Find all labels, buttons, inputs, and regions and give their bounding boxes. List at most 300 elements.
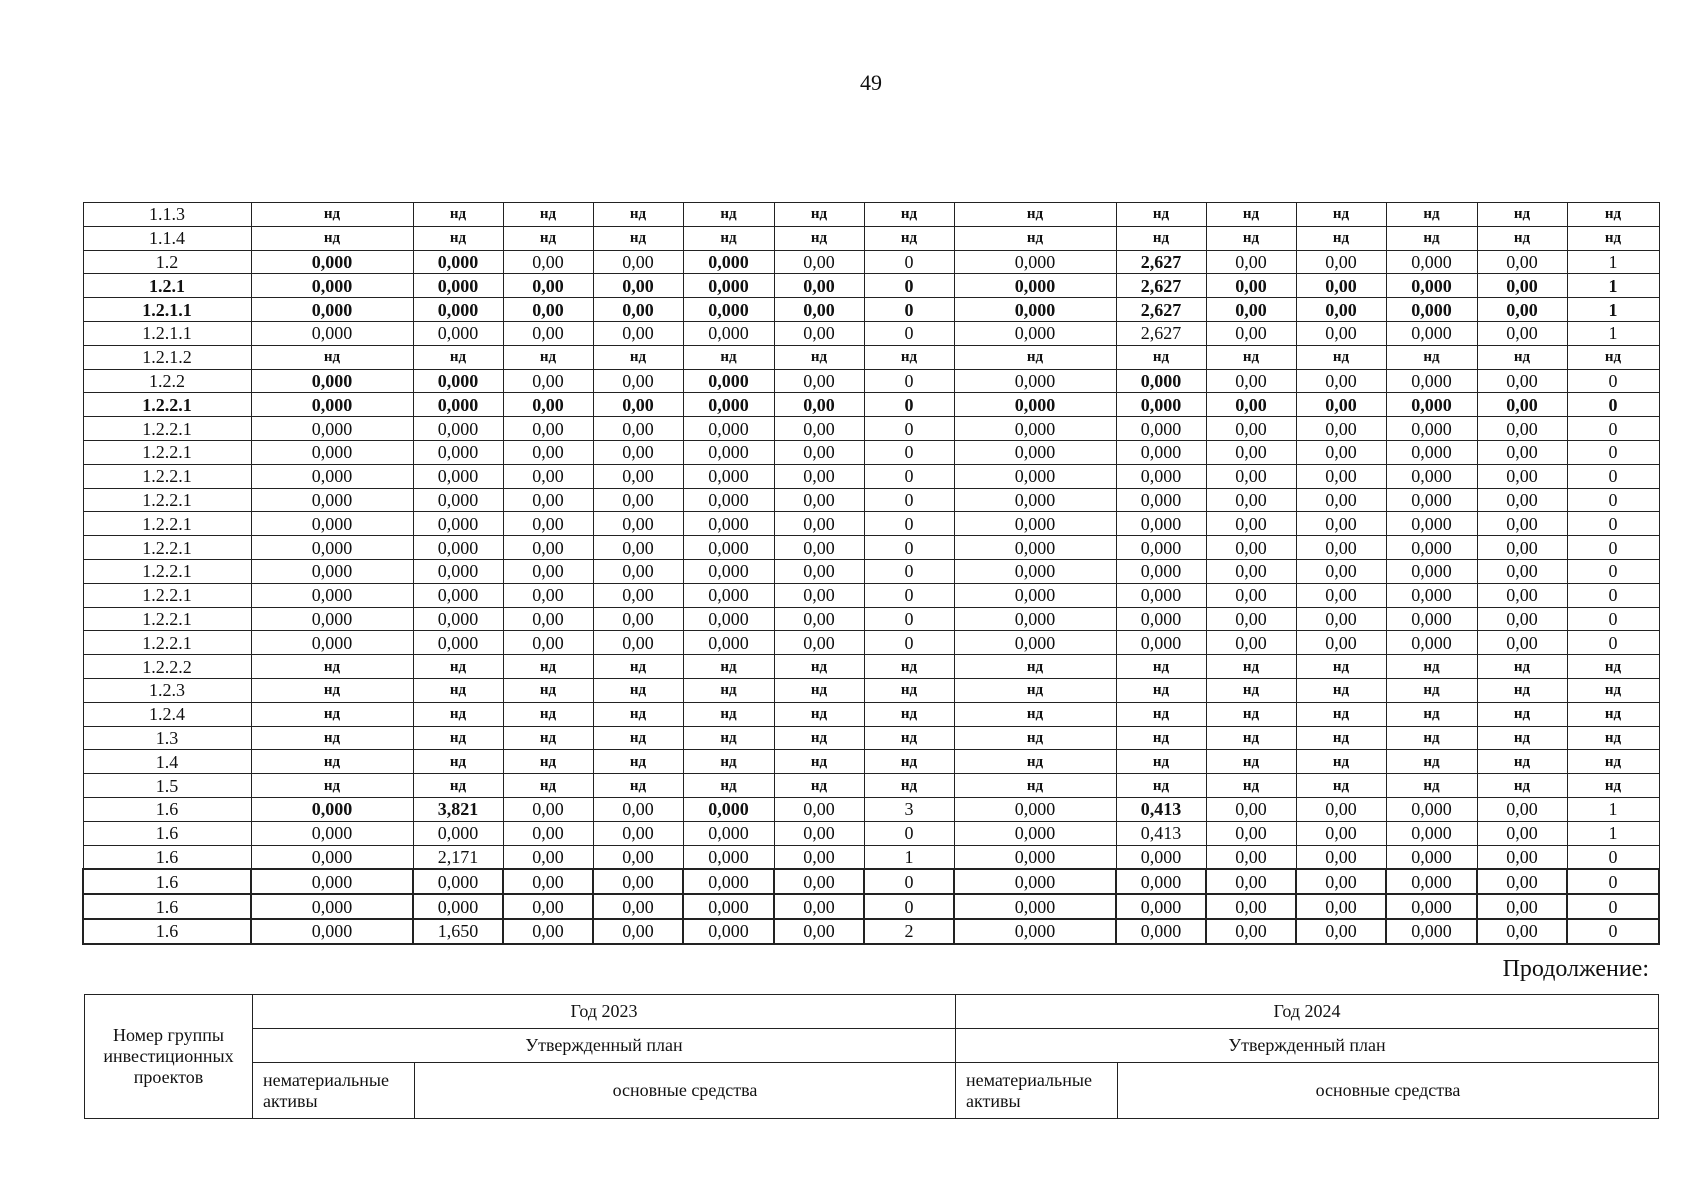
table-cell: нд	[413, 203, 503, 227]
table-cell: 0,00	[774, 417, 864, 441]
table-cell: 0,000	[1386, 512, 1477, 536]
table-cell: 0,000	[1386, 321, 1477, 345]
table-cell: 0,00	[1206, 369, 1296, 393]
table-cell: 0,00	[1477, 894, 1567, 919]
table-cell: нд	[1116, 726, 1206, 750]
table-cell: 0,000	[954, 559, 1116, 583]
year-2023-header: Год 2023	[253, 995, 956, 1029]
table-row	[83, 607, 1659, 631]
table-cell: 0,000	[413, 583, 503, 607]
table-cell: 0	[864, 607, 954, 631]
table-row	[83, 203, 1659, 227]
table-cell: 0,00	[774, 393, 864, 417]
group-number-cell: 1.6	[83, 869, 251, 894]
table-cell: 0,000	[251, 631, 413, 655]
fixed-assets-2024-header: основные средства	[1118, 1063, 1659, 1119]
table-cell: 0,000	[954, 583, 1116, 607]
table-cell: нд	[1567, 345, 1659, 369]
intangible-assets-2024-header: нематериальные активы	[956, 1063, 1118, 1119]
table-cell: 0,000	[1386, 417, 1477, 441]
group-number-cell: 1.2.2.1	[83, 583, 251, 607]
table-cell: 0,00	[1296, 440, 1386, 464]
table-cell: 0,000	[251, 298, 413, 322]
table-cell: нд	[251, 203, 413, 227]
table-cell: нд	[1206, 702, 1296, 726]
table-cell: 0,00	[1206, 512, 1296, 536]
group-number-cell: 1.6	[83, 919, 251, 944]
table-cell: 0,000	[1386, 274, 1477, 298]
table-cell: 2	[864, 919, 954, 944]
table-cell: нд	[1477, 702, 1567, 726]
table-cell: 0,00	[593, 417, 683, 441]
table-cell: 0,00	[503, 250, 593, 274]
table-cell: нд	[593, 345, 683, 369]
table-cell: 3	[864, 797, 954, 821]
table-cell: 0	[1567, 536, 1659, 560]
table-cell: 0	[1567, 417, 1659, 441]
table-cell: нд	[683, 750, 774, 774]
table-cell: 0,000	[251, 440, 413, 464]
group-number-cell: 1.6	[83, 894, 251, 919]
table-cell: 0,00	[593, 440, 683, 464]
table-cell: 0,000	[1116, 894, 1206, 919]
table-cell: 0	[864, 464, 954, 488]
table-cell: нд	[683, 678, 774, 702]
table-cell: нд	[1296, 226, 1386, 250]
table-cell: нд	[864, 702, 954, 726]
table-cell: 0,000	[683, 274, 774, 298]
table-cell: 0,000	[683, 845, 774, 869]
table-cell: нд	[1477, 678, 1567, 702]
table-cell: 0,000	[683, 250, 774, 274]
table-cell: 2,171	[413, 845, 503, 869]
group-number-cell: 1.2.2.2	[83, 655, 251, 679]
table-cell: 0,00	[503, 845, 593, 869]
table-cell: 1	[1567, 797, 1659, 821]
table-cell: нд	[251, 678, 413, 702]
table-cell: 0,000	[1116, 417, 1206, 441]
table-cell: 0,000	[683, 440, 774, 464]
table-cell: нд	[774, 750, 864, 774]
table-cell: 0,00	[1206, 894, 1296, 919]
table-cell: 0,00	[774, 488, 864, 512]
table-cell: 0,00	[503, 274, 593, 298]
table-cell: 0,000	[1386, 250, 1477, 274]
table-cell: 0,000	[954, 250, 1116, 274]
table-cell: 0,00	[503, 821, 593, 845]
table-cell: нд	[1116, 203, 1206, 227]
table-cell: 0,000	[1386, 919, 1477, 944]
table-cell: 1	[1567, 274, 1659, 298]
table-cell: 0,00	[503, 559, 593, 583]
table-cell: 0	[864, 393, 954, 417]
table-cell: 0	[864, 298, 954, 322]
table-cell: 0,000	[683, 894, 774, 919]
table-cell: 0,000	[413, 274, 503, 298]
table-cell: 0	[1567, 369, 1659, 393]
table-cell: 0,000	[251, 536, 413, 560]
group-number-cell: 1.2.2.1	[83, 607, 251, 631]
table-cell: нд	[954, 226, 1116, 250]
table-cell: 0	[1567, 919, 1659, 944]
table-cell: нд	[1386, 203, 1477, 227]
table-cell: 0,00	[1296, 631, 1386, 655]
table-cell: 0,000	[683, 583, 774, 607]
table-cell: нд	[1477, 226, 1567, 250]
table-cell: нд	[1116, 655, 1206, 679]
table-cell: нд	[413, 726, 503, 750]
table-cell: 0	[1567, 894, 1659, 919]
table-cell: 0,00	[1477, 417, 1567, 441]
table-cell: 0,00	[1206, 274, 1296, 298]
table-cell: 0,00	[503, 607, 593, 631]
table-cell: 0,00	[1296, 845, 1386, 869]
table-row	[83, 797, 1659, 821]
table-cell: 0,000	[413, 440, 503, 464]
table-cell: 0,000	[954, 869, 1116, 894]
table-cell: 0	[864, 488, 954, 512]
table-cell: 0,000	[251, 512, 413, 536]
table-cell: 2,627	[1116, 321, 1206, 345]
table-cell: 0,000	[683, 869, 774, 894]
table-cell: нд	[251, 750, 413, 774]
table-cell: 0,00	[1477, 919, 1567, 944]
table-cell: 0	[864, 369, 954, 393]
table-cell: 0,000	[251, 274, 413, 298]
table-cell: 0,000	[683, 464, 774, 488]
table-cell: 0,00	[1477, 298, 1567, 322]
table-cell: 0,00	[774, 512, 864, 536]
table-cell: 0,00	[1206, 559, 1296, 583]
table-cell: нд	[683, 774, 774, 798]
table-cell: нд	[1116, 702, 1206, 726]
table-cell: 0,00	[1477, 440, 1567, 464]
group-number-cell: 1.2.2.1	[83, 417, 251, 441]
table-cell: нд	[1567, 774, 1659, 798]
table-cell: нд	[1477, 750, 1567, 774]
table-cell: 0,000	[954, 369, 1116, 393]
approved-plan-2024-header: Утвержденный план	[956, 1029, 1659, 1063]
table-cell: нд	[1296, 774, 1386, 798]
table-cell: 0,000	[1386, 559, 1477, 583]
table-cell: нд	[1206, 655, 1296, 679]
table-cell: 0,00	[593, 559, 683, 583]
table-cell: нд	[1567, 226, 1659, 250]
table-cell: 0,00	[1206, 536, 1296, 560]
table-cell: 0,00	[774, 797, 864, 821]
table-cell: 0,413	[1116, 821, 1206, 845]
table-cell: нд	[413, 702, 503, 726]
table-cell: 0,00	[503, 417, 593, 441]
table-cell: 0,00	[1477, 250, 1567, 274]
continuation-label: Продолжение:	[1502, 956, 1649, 982]
table-cell: 0,00	[1206, 464, 1296, 488]
table-cell: нд	[774, 702, 864, 726]
page-number: 49	[860, 70, 882, 95]
table-cell: 0,00	[1296, 894, 1386, 919]
table-cell: 0,00	[593, 369, 683, 393]
table-cell: 0,000	[1386, 488, 1477, 512]
table-cell: нд	[251, 774, 413, 798]
table-cell: 0,00	[593, 919, 683, 944]
table-cell: 0,00	[503, 488, 593, 512]
table-cell: нд	[1567, 702, 1659, 726]
table-cell: нд	[1567, 726, 1659, 750]
table-cell: 0,00	[1477, 512, 1567, 536]
table-cell: 0,00	[1206, 919, 1296, 944]
table-row	[83, 440, 1659, 464]
table-cell: 0	[1567, 393, 1659, 417]
table-cell: 0,00	[774, 274, 864, 298]
table-row	[83, 488, 1659, 512]
table-cell: нд	[413, 345, 503, 369]
table-cell: 0,000	[251, 369, 413, 393]
table-cell: 0,000	[413, 321, 503, 345]
table-cell: 0,000	[954, 417, 1116, 441]
table-cell: 0,00	[503, 894, 593, 919]
table-cell: 0	[864, 250, 954, 274]
table-cell: 0,000	[251, 869, 413, 894]
group-number-cell: 1.2.1.1	[83, 298, 251, 322]
table-cell: 0,00	[1296, 250, 1386, 274]
table-cell: 0,000	[413, 512, 503, 536]
table-cell: нд	[1477, 726, 1567, 750]
table-cell: нд	[1477, 203, 1567, 227]
table-cell: 0	[1567, 440, 1659, 464]
table-cell: нд	[774, 226, 864, 250]
table-cell: 0	[864, 536, 954, 560]
table-cell: нд	[593, 726, 683, 750]
table-cell: 0,000	[251, 797, 413, 821]
table-cell: 0,000	[1386, 894, 1477, 919]
table-cell: нд	[954, 678, 1116, 702]
table-cell: 0,00	[1296, 512, 1386, 536]
table-cell: 0,00	[1477, 821, 1567, 845]
table-cell: 0,000	[954, 298, 1116, 322]
table-cell: 0,00	[774, 631, 864, 655]
table-row	[83, 226, 1659, 250]
table-cell: 0,000	[413, 369, 503, 393]
table-cell: нд	[954, 774, 1116, 798]
table-cell: 0,000	[1386, 631, 1477, 655]
table-cell: 0,000	[1386, 536, 1477, 560]
table-cell: 0,000	[1386, 440, 1477, 464]
table-row	[83, 321, 1659, 345]
table-cell: 0,00	[1477, 369, 1567, 393]
table-cell: 0,00	[503, 298, 593, 322]
table-cell: нд	[864, 203, 954, 227]
table-cell: 0,000	[954, 631, 1116, 655]
table-cell: нд	[1206, 750, 1296, 774]
table-cell: 0,000	[1116, 512, 1206, 536]
table-cell: 0,00	[503, 393, 593, 417]
table-cell: 0,000	[1116, 369, 1206, 393]
table-cell: 0,000	[251, 559, 413, 583]
group-number-cell: 1.6	[83, 845, 251, 869]
table-cell: 0,000	[413, 559, 503, 583]
table-row	[83, 417, 1659, 441]
table-cell: 0	[864, 631, 954, 655]
table-cell: 0,00	[593, 298, 683, 322]
table-cell: нд	[1477, 774, 1567, 798]
table-cell: нд	[954, 203, 1116, 227]
table-cell: нд	[1477, 345, 1567, 369]
group-number-cell: 1.2.2	[83, 369, 251, 393]
table-cell: 0	[864, 583, 954, 607]
table-row	[83, 774, 1659, 798]
table-cell: нд	[1567, 655, 1659, 679]
table-cell: 0,000	[1386, 821, 1477, 845]
group-number-cell: 1.2.2.1	[83, 631, 251, 655]
table-cell: нд	[864, 750, 954, 774]
table-row	[83, 274, 1659, 298]
table-cell: 0,000	[954, 607, 1116, 631]
table-cell: нд	[1386, 774, 1477, 798]
table-cell: 0,000	[683, 512, 774, 536]
table-cell: нд	[593, 750, 683, 774]
table-cell: нд	[683, 226, 774, 250]
table-cell: 0,00	[1296, 797, 1386, 821]
table-cell: 0,000	[1116, 869, 1206, 894]
table-cell: 0,00	[1206, 845, 1296, 869]
table-cell: 0,00	[503, 919, 593, 944]
table-cell: 0,00	[593, 631, 683, 655]
table-cell: нд	[593, 774, 683, 798]
table-cell: 0,000	[1386, 797, 1477, 821]
table-cell: нд	[593, 655, 683, 679]
group-number-cell: 1.1.3	[83, 203, 251, 227]
table-cell: 0,000	[954, 512, 1116, 536]
table-cell: нд	[593, 226, 683, 250]
table-cell: 1	[1567, 298, 1659, 322]
table-cell: 0,000	[251, 845, 413, 869]
table-cell: 0,000	[251, 607, 413, 631]
table-cell: 0,00	[1477, 797, 1567, 821]
table-row	[83, 464, 1659, 488]
investment-data-table	[82, 202, 1660, 945]
table-cell: 0,00	[593, 393, 683, 417]
table-cell: 0,00	[503, 631, 593, 655]
table-cell: 0,00	[1296, 488, 1386, 512]
table-cell: 1	[1567, 250, 1659, 274]
table-cell: 0,00	[593, 869, 683, 894]
table-row	[83, 298, 1659, 322]
table-cell: 0,00	[593, 250, 683, 274]
table-cell: 0,000	[954, 845, 1116, 869]
table-cell: 0,00	[774, 583, 864, 607]
table-cell: нд	[683, 726, 774, 750]
table-cell: 0,000	[251, 250, 413, 274]
table-cell: нд	[1567, 203, 1659, 227]
table-cell: 0	[864, 512, 954, 536]
table-cell: нд	[1116, 750, 1206, 774]
table-cell: 0,00	[593, 894, 683, 919]
table-row	[83, 583, 1659, 607]
table-cell: 0,000	[1116, 919, 1206, 944]
table-cell: нд	[954, 750, 1116, 774]
group-number-cell: 1.2.2.1	[83, 464, 251, 488]
table-cell: 0,000	[1116, 393, 1206, 417]
table-row	[83, 369, 1659, 393]
table-cell: нд	[954, 345, 1116, 369]
group-number-cell: 1.2.2.1	[83, 559, 251, 583]
table-cell: 0	[864, 440, 954, 464]
table-cell: 0,000	[954, 536, 1116, 560]
table-cell: 0,00	[774, 821, 864, 845]
table-cell: 0,000	[1116, 845, 1206, 869]
table-cell: 0,00	[1206, 298, 1296, 322]
table-cell: 0,00	[1477, 607, 1567, 631]
table-cell: 0,000	[251, 321, 413, 345]
table-cell: нд	[1386, 226, 1477, 250]
table-cell: нд	[774, 345, 864, 369]
table-cell: 0,000	[683, 417, 774, 441]
group-number-cell: 1.6	[83, 821, 251, 845]
table-cell: 0,00	[1206, 821, 1296, 845]
table-cell: 0,000	[413, 536, 503, 560]
group-number-cell: 1.6	[83, 797, 251, 821]
table-cell: 0,000	[683, 321, 774, 345]
table-cell: нд	[1567, 750, 1659, 774]
table-cell: 0,000	[251, 417, 413, 441]
table-cell: 0,000	[683, 607, 774, 631]
table-cell: 0,00	[774, 845, 864, 869]
table-cell: нд	[251, 655, 413, 679]
table-cell: нд	[683, 345, 774, 369]
table-cell: нд	[683, 655, 774, 679]
table-cell: 0	[864, 417, 954, 441]
table-cell: 0,00	[503, 464, 593, 488]
table-cell: нд	[413, 226, 503, 250]
table-row	[83, 678, 1659, 702]
table-cell: 0,00	[1296, 369, 1386, 393]
table-cell: 0,000	[1386, 369, 1477, 393]
table-cell: 0,00	[1477, 393, 1567, 417]
table-cell: 0,000	[413, 298, 503, 322]
table-cell: 1	[1567, 821, 1659, 845]
table-cell: 0	[1567, 845, 1659, 869]
table-cell: 0,00	[503, 583, 593, 607]
table-cell: нд	[1386, 678, 1477, 702]
table-cell: нд	[864, 726, 954, 750]
table-cell: 0,00	[593, 464, 683, 488]
table-cell: 0,000	[683, 488, 774, 512]
table-cell: 0,00	[1477, 488, 1567, 512]
table-cell: нд	[1116, 678, 1206, 702]
group-number-cell: 1.2.4	[83, 702, 251, 726]
table-cell: 0,00	[503, 512, 593, 536]
table-cell: 0,00	[1296, 464, 1386, 488]
table-row	[83, 345, 1659, 369]
table-cell: 0,000	[1116, 607, 1206, 631]
table-cell: 0,000	[413, 607, 503, 631]
table-cell: нд	[593, 678, 683, 702]
table-cell: 0	[864, 321, 954, 345]
table-cell: 0,00	[1206, 607, 1296, 631]
intangible-assets-2023-header: нематериальные активы	[253, 1063, 415, 1119]
table-cell: 0,000	[954, 393, 1116, 417]
table-cell: 0,000	[251, 393, 413, 417]
table-cell: нд	[503, 702, 593, 726]
table-row	[83, 750, 1659, 774]
table-cell: 0,000	[683, 919, 774, 944]
table-cell: 0,00	[1296, 321, 1386, 345]
table-cell: нд	[1206, 345, 1296, 369]
table-cell: 0,00	[774, 369, 864, 393]
table-row	[83, 559, 1659, 583]
table-cell: 1	[1567, 321, 1659, 345]
group-number-header: Номер группы инвестиционных проектов	[85, 995, 253, 1119]
